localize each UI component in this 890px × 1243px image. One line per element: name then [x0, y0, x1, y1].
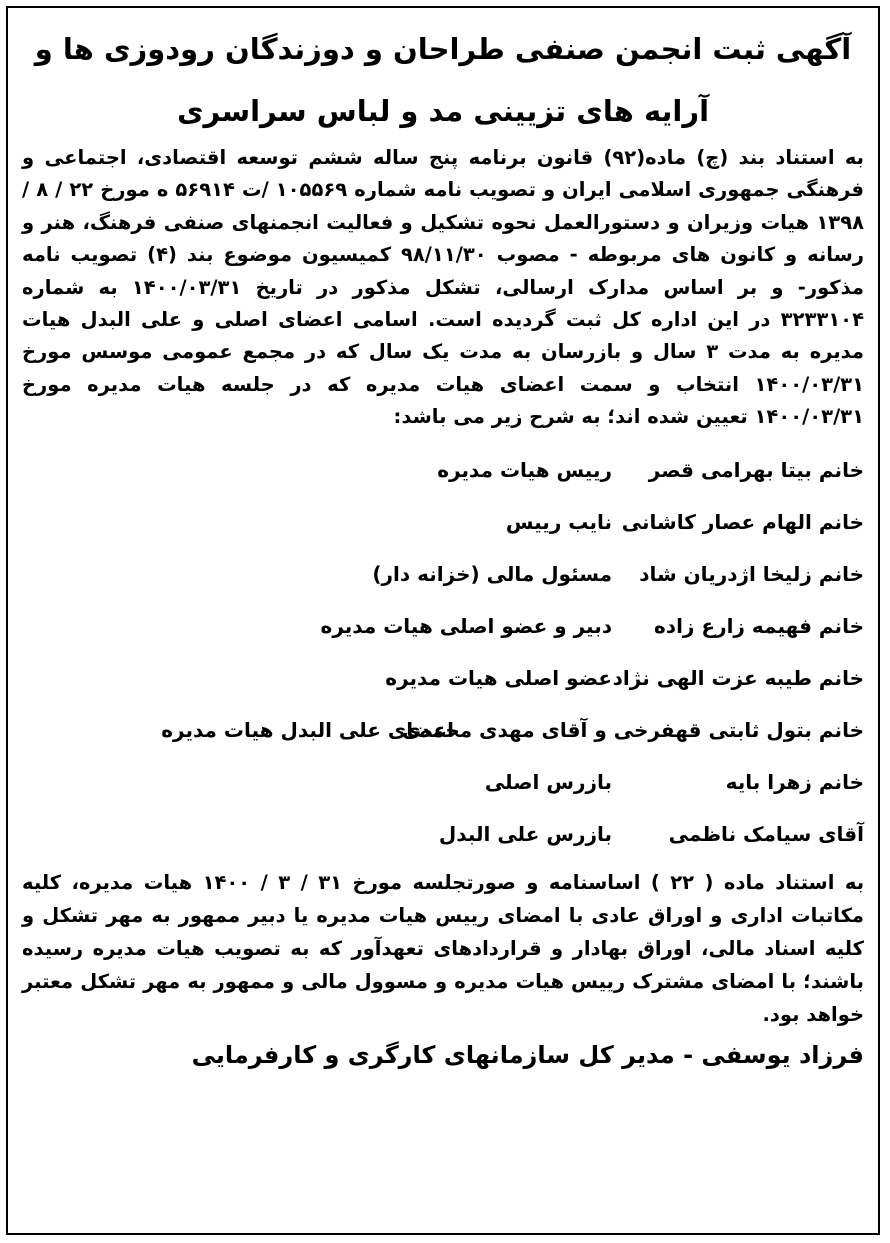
- member-name: خانم زلیخا اژدریان شاد: [639, 561, 864, 586]
- members-list: [22, 444, 864, 860]
- member-row: [22, 600, 864, 652]
- member-name: خانم فهیمه زارع زاده: [654, 613, 864, 638]
- member-row: [22, 704, 864, 756]
- member-name: آقای سیامک ناظمی: [668, 821, 864, 846]
- closing-paragraph: به استناد ماده ( ۲۲ ) اساسنامه و صورتجلسه مورخ ۳۱ / ۳ / ۱۴۰۰ هیات مدیره، کلیه مکاتبات اداری و اوراق عادی با امضای رییس هیات مدیره یا دبیر ممهور به مهر تشکل و کلیه اسناد مالی، اوراق بهادار و قراردادهای تعهدآور که به تصویب هیات مدیره رسیده باشند؛ با امضای مشترک رییس هیات مدیره و مسوول مالی و ممهور به مهر تشکل معتبر خواهد بود.: [22, 870, 865, 1026]
- member-name: خانم طیبه عزت الهی نژاد: [612, 665, 864, 690]
- member-name: خانم بیتا بهرامی قصر: [648, 457, 864, 482]
- title-line-1: آگهی ثبت انجمن صنفی طراحان و دوزندگان رودوزی ها و: [34, 32, 852, 66]
- member-name: خانم بتول ثابتی قهفرخی و آقای مهدی محمدی: [402, 717, 864, 742]
- member-role: عضو اصلی هیات مدیره: [385, 665, 612, 690]
- member-name: خانم زهرا بایه: [725, 769, 864, 794]
- member-role: اعضای علی البدل هیات مدیره: [161, 717, 454, 742]
- signature: فرزاد یوسفی - مدیر کل سازمانهای کارگری و کارفرمایی: [191, 1040, 864, 1069]
- body-paragraph: به استناد بند (چ) ماده(۹۲) قانون برنامه پنج ساله ششم توسعه اقتصادی، اجتماعی و فرهنگی جمهوری اسلامی ایران و تصویب نامه شماره ۱۰۵۵۶۹ /ت ۵۶۹۱۴ ه مورخ ۲۲ / ۸ / ۱۳۹۸ هیات وزیران و دستورالعمل نحوه تشکیل و فعالیت انجمنهای صنفی فرهنگ، هنر و رسانه و کانون های مربوطه - مصوب ۹۸/۱۱/۳۰ کمیسیون موضوع بند (۴) تصویب نامه مذکور- و بر اساس مدارک ارسالی، تشکل مذکور در تاریخ ۱۴۰۰/۰۳/۳۱ به شماره ۳۲۳۳۱۰۴ در این اداره کل ثبت گردیده است. اسامی اعضای اصلی و علی البدل هیات مدیره به مدت ۳ سال و بازرسان به مدت یک سال که در مجمع عمومی موسس مورخ ۱۴۰۰/۰۳/۳۱ انتخاب و سمت اعضای هیات مدیره که در جلسه هیات مدیره مورخ ۱۴۰۰/۰۳/۳۱ تعیین شده اند؛ به شرح زیر می باشد:: [22, 146, 865, 429]
- member-row: [22, 756, 864, 808]
- notice-frame: [6, 6, 880, 1235]
- member-role: دبیر و عضو اصلی هیات مدیره: [320, 613, 612, 638]
- member-role: رییس هیات مدیره: [437, 457, 612, 482]
- member-role: مسئول مالی (خزانه دار): [372, 561, 612, 586]
- member-row: [22, 808, 864, 860]
- member-role: بازرس علی البدل: [438, 821, 612, 846]
- title-line-2: آرایه های تزیینی مد و لباس سراسری: [176, 94, 710, 128]
- member-row: [22, 652, 864, 704]
- member-role: نایب رییس: [505, 509, 612, 534]
- notice-title: [22, 18, 864, 142]
- member-row: [22, 444, 864, 496]
- member-row: [22, 496, 864, 548]
- member-name: خانم الهام عصار کاشانی: [621, 509, 864, 534]
- member-row: [22, 548, 864, 600]
- member-role: بازرس اصلی: [484, 769, 612, 794]
